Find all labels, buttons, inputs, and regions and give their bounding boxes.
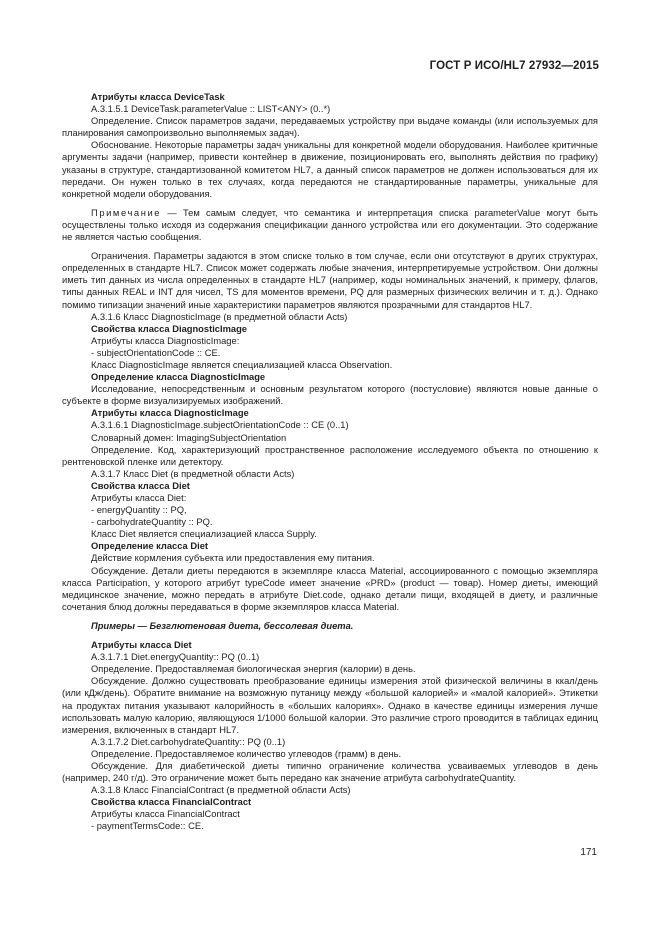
list-item: - carbohydrateQuantity :: PQ.: [91, 517, 213, 528]
section-heading: Свойства класса DiagnosticImage: [91, 323, 247, 334]
attribute-entry: A.3.1.5.1 DeviceTask.parameterValue :: LIST<ANY> (0..*): [91, 104, 331, 115]
section-heading: Атрибуты класса DeviceTask: [91, 92, 225, 102]
example-paragraph: Примеры — Безглютеновая диета, бессолевая диета.: [91, 620, 354, 631]
section-heading: Атрибуты класса DiagnosticImage: [91, 408, 249, 419]
attribute-entry: A.3.1.6.1 DiagnosticImage.subjectOrientationCode :: CE (0..1): [91, 420, 349, 431]
list-item: - energyQuantity :: PQ,: [91, 505, 187, 516]
body-paragraph: Атрибуты класса Diet:: [91, 493, 187, 503]
body-paragraph: Атрибуты класса DiagnosticImage:: [91, 335, 240, 346]
attribute-entry: A.3.1.7.2 Diet.carbohydrateQuantity:: PQ (0..1): [91, 736, 286, 747]
body-paragraph: Ограничения. Параметры задаются в этом списке только в том случае, если они отсутствуют в других структурах, определенных в стандарте HL7. Список может содержать любые значения, интерпретируемые устройством. Они должны иметь тип данных из числа определенных в стандарте HL7 (например, коды номинальных значений, к примеру, флагов, типы данных REAL и INT для чисел, TS для моментов времени, PQ для размерных физических величин и т. д.). Однако помимо типизации значений иные характеристики параметров являются прозрачными для стандартов HL7.: [62, 251, 598, 310]
body-paragraph: Класс Diet является специализацией класса Supply.: [91, 529, 317, 540]
section-heading: Определение класса DiagnosticImage: [91, 372, 266, 383]
body-paragraph: Определение. Предоставляемая биологическая энергия (калории) в день.: [91, 664, 416, 675]
body-paragraph: Словарный домен: ImagingSubjectOrientation: [91, 432, 287, 443]
body-paragraph: Обсуждение. Должно существовать преобразование единицы измерения этой физической величины в ккал/день (или кДж/день). Обратите внимание на возможную путаницу между «большой калорией» и «малой калорией». Этикетки на продуктах питания указывают калорийность в «больших калориях». Однако в качестве единицы измерения лучше использовать малую калорию, являющуюся 1/1000 большой калории. Это различие строго проводится в таблицах единиц измерения, включенных в стандарт HL7.: [62, 676, 598, 735]
section-heading: Определение класса Diet: [91, 541, 209, 552]
body-paragraph: Атрибуты класса FinancialContract: [91, 809, 240, 820]
page-number: 171: [580, 847, 597, 858]
section-heading: Атрибуты класса Diet: [91, 640, 192, 651]
note-paragraph: [62, 207, 598, 243]
section-heading: Свойства класса FinancialContract: [91, 797, 252, 808]
body-paragraph: Определение. Список параметров задачи, передаваемых устройству при выдаче команды (или используемых для планирования самопроизвольно выполняемых задач).: [62, 116, 598, 139]
body-paragraph: Обсуждение. Детали диеты передаются в экземпляре класса Material, ассоциированного с помощью экземпляра класса Participation, у которого атрибут typeCode имеет значение «PRD» (product — товар). Номер диеты, имеющий медицинское значение, можно передать в атрибуте Diet.code, однако детали пищи, входящей в диету, и различные сочетания блюд должны передаваться в форме экземпляров класса Material.: [62, 565, 598, 612]
body-paragraph: Определение. Код, характеризующий пространственное расположение исследуемого объекта по отношению к рентгеновской пленке или детектору.: [62, 444, 598, 467]
attribute-entry: A.3.1.7.1 Diet.energyQuantity:: PQ (0..1): [91, 652, 260, 663]
note-text: — Тем самым следует, что семантика и интерпретация списка parameterValue могут быть осуществлены только исходя из содержания спецификации данного устройства или его документации. Это содержание не является частью сообщения.: [62, 207, 598, 243]
note-label: Примечание: [91, 207, 162, 218]
section-heading: Свойства класса Diet: [91, 480, 190, 491]
class-heading: A.3.1.6 Класс DiagnosticImage (в предметной области Acts): [91, 311, 348, 322]
document-body: [62, 91, 598, 833]
class-heading: A.3.1.7 Класс Diet (в предметной области Acts): [91, 468, 295, 479]
standard-header: ГОСТ Р ИСО/HL7 27932—2015: [429, 60, 599, 72]
body-paragraph: Определение. Предоставляемое количество углеводов (грамм) в день.: [91, 748, 402, 759]
body-paragraph: Обоснование. Некоторые параметры задач уникальны для конкретной модели оборудования. Наиболее критичные аргументы задачи (например, привести контейнер в движение, позиционировать его, выполнять действия по графику) указаны в структуре, стандартизованной комитетом HL7, а данный список параметров не должен использоваться для их передачи. Он нужен только в тех случаях, когда передаются не стандартированные параметры, уникальные для конкретной модели оборудования.: [62, 140, 598, 199]
body-paragraph: Действие кормления субъекта или предоставления ему питания.: [91, 553, 375, 564]
body-paragraph: Обсуждение. Для диабетической диеты типично ограничение количества усваиваемых углеводов в день (например, 240 г/д). Это ограничение может быть передано как значение атрибута carbohydrateQuantity.: [62, 760, 598, 784]
body-paragraph: Класс DiagnosticImage является специализацией класса Observation.: [91, 359, 393, 370]
list-item: - subjectOrientationCode :: CE.: [91, 347, 221, 358]
list-item: - paymentTermsCode:: CE.: [91, 821, 204, 832]
class-heading: A.3.1.8 Класс FinancialContract (в предметной области Acts): [91, 785, 351, 796]
body-paragraph: Исследование, непосредственным и основным результатом которого (постусловие) являются новые данные о субъекте в форме визуализируемых изображений.: [62, 384, 598, 407]
